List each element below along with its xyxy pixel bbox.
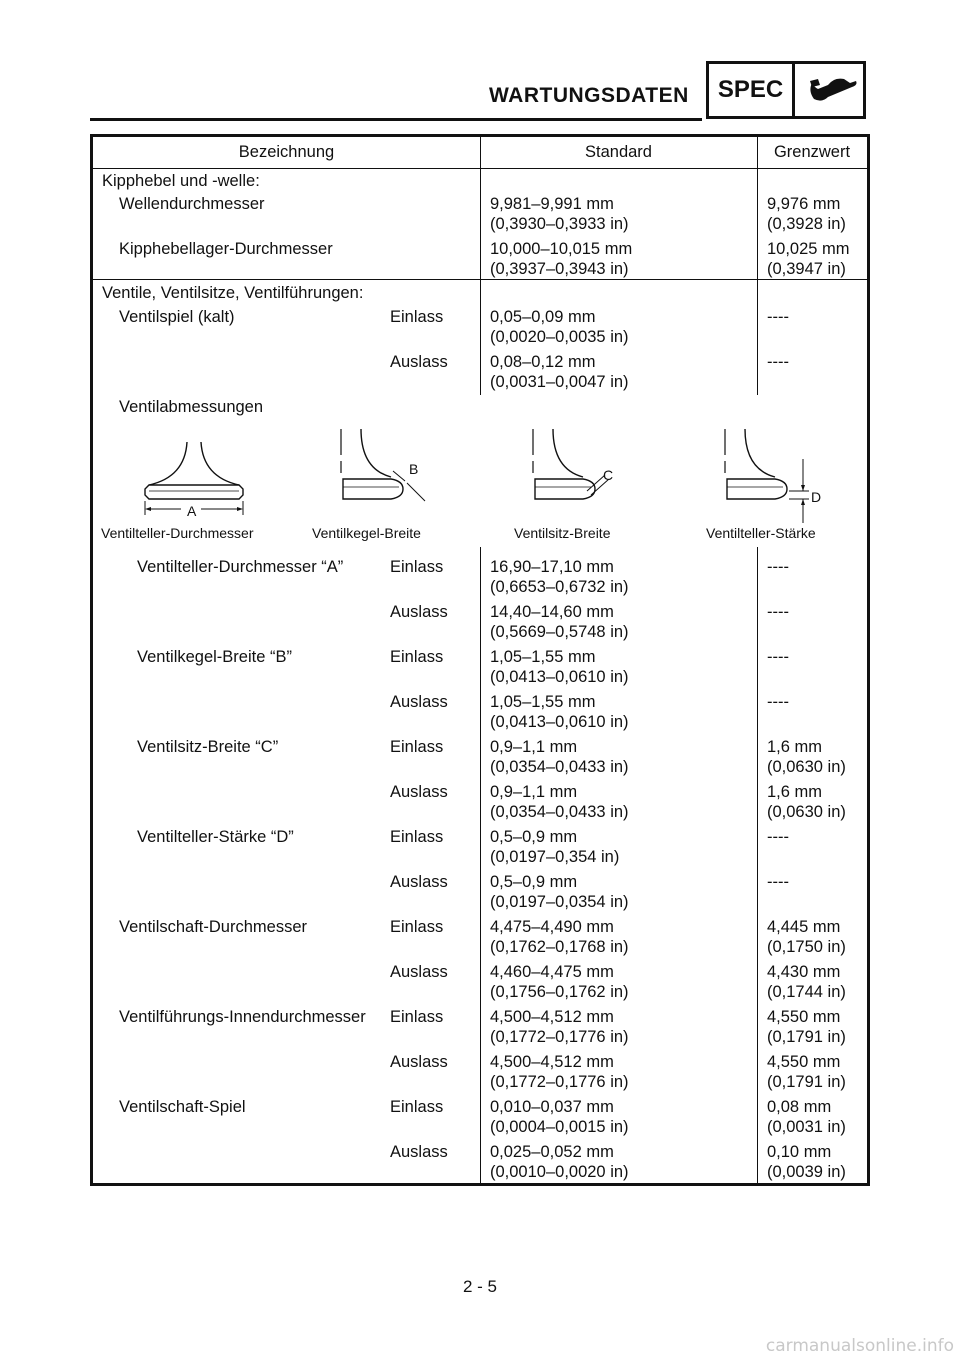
row-std1: 4,460–4,475 mm xyxy=(490,963,614,981)
row-side: Einlass xyxy=(390,1008,444,1026)
figure-caption: Ventilteller-Stärke xyxy=(706,525,816,541)
row-std2: (0,1762–0,1768 in) xyxy=(490,938,629,956)
row-lim2: (0,1744 in) xyxy=(767,983,846,1001)
row-lim1: ---- xyxy=(767,308,789,326)
row-std2: (0,0031–0,0047 in) xyxy=(490,373,629,391)
row-name: Ventilsitz-Breite “C” xyxy=(137,738,279,756)
row-lim1: 1,6 mm xyxy=(767,783,823,801)
row-std2: (0,3930–0,3933 in) xyxy=(490,215,629,233)
row-name: Ventilteller-Stärke “D” xyxy=(137,828,294,846)
figure-label-b: B xyxy=(409,461,419,477)
row-side: Auslass xyxy=(390,1143,448,1161)
row-std1: 0,08–0,12 mm xyxy=(490,353,596,371)
row-lim2: (0,1791 in) xyxy=(767,1028,846,1046)
dims-title: Ventilabmessungen xyxy=(119,398,264,416)
row-lim2: (0,0630 in) xyxy=(767,758,846,776)
row-side: Einlass xyxy=(390,558,444,576)
row-std2: (0,0197–0,0354 in) xyxy=(490,893,629,911)
col-header-standard: Standard xyxy=(585,143,652,161)
row-side: Einlass xyxy=(390,828,444,846)
row-std1: 14,40–14,60 mm xyxy=(490,603,614,621)
row-side: Auslass xyxy=(390,693,448,711)
row-name: Wellendurchmesser xyxy=(119,195,265,213)
figure-label-a: A xyxy=(187,503,197,519)
figure-label-d: D xyxy=(811,489,822,505)
row-name: Ventilführungs-Innendurchmesser xyxy=(119,1008,366,1026)
row-std1: 10,000–10,015 mm xyxy=(490,240,633,258)
col-header-grenzwert: Grenzwert xyxy=(773,143,851,161)
valve-seat-width-diagram xyxy=(525,425,635,515)
col-divider-1b xyxy=(480,547,481,1186)
spec-label: SPEC xyxy=(709,64,795,116)
row-std1: 4,500–4,512 mm xyxy=(490,1053,614,1071)
row-side: Einlass xyxy=(390,1098,444,1116)
col-divider-1 xyxy=(480,137,481,395)
row-name: Ventilkegel-Breite “B” xyxy=(137,648,292,666)
row-lim1: ---- xyxy=(767,828,789,846)
valve-face-width-diagram xyxy=(333,425,443,515)
row-lim1: 10,025 mm xyxy=(767,240,850,258)
spec-badge xyxy=(706,61,866,119)
row-std2: (0,0197–0,354 in) xyxy=(490,848,620,866)
row-side: Einlass xyxy=(390,308,444,326)
row-side: Auslass xyxy=(390,603,448,621)
row-side: Einlass xyxy=(390,738,444,756)
row-std2: (0,1772–0,1776 in) xyxy=(490,1028,629,1046)
row-name: Kipphebellager-Durchmesser xyxy=(119,240,333,258)
row-std1: 4,500–4,512 mm xyxy=(490,1008,614,1026)
row-lim1: 9,976 mm xyxy=(767,195,841,213)
page-number: 2 - 5 xyxy=(462,1277,498,1296)
row-std1: 0,05–0,09 mm xyxy=(490,308,596,326)
watermark: carmanualsonline.info xyxy=(765,1336,954,1356)
row-side: Auslass xyxy=(390,963,448,981)
row-lim1: 0,10 mm xyxy=(767,1143,832,1161)
row-lim1: ---- xyxy=(767,353,789,371)
row-lim1: 4,445 mm xyxy=(767,918,841,936)
row-std1: 0,025–0,052 mm xyxy=(490,1143,614,1161)
figure-caption: Ventilsitz-Breite xyxy=(514,525,611,541)
row-std1: 16,90–17,10 mm xyxy=(490,558,614,576)
row-side: Auslass xyxy=(390,873,448,891)
row-lim1: ---- xyxy=(767,873,789,891)
row-lim1: ---- xyxy=(767,693,789,711)
row-lim2: (0,1750 in) xyxy=(767,938,846,956)
row-std2: (0,0413–0,0610 in) xyxy=(490,668,629,686)
row-std2: (0,6653–0,6732 in) xyxy=(490,578,629,596)
row-std1: 1,05–1,55 mm xyxy=(490,693,596,711)
row-lim2: (0,0630 in) xyxy=(767,803,846,821)
section-title-valves: Ventile, Ventilsitze, Ventilführungen: xyxy=(102,284,364,302)
spec-table xyxy=(90,134,870,1186)
row-std1: 0,5–0,9 mm xyxy=(490,873,578,891)
row-std1: 0,9–1,1 mm xyxy=(490,738,578,756)
row-std1: 4,475–4,490 mm xyxy=(490,918,614,936)
row-std1: 0,010–0,037 mm xyxy=(490,1098,614,1116)
row-std1: 1,05–1,55 mm xyxy=(490,648,596,666)
row-name: Ventilspiel (kalt) xyxy=(119,308,235,326)
row-std2: (0,1772–0,1776 in) xyxy=(490,1073,629,1091)
page-title: WARTUNGSDATEN xyxy=(489,84,689,107)
figure-caption: Ventilteller-Durchmesser xyxy=(101,525,254,541)
row-std2: (0,0020–0,0035 in) xyxy=(490,328,629,346)
row-std2: (0,0354–0,0433 in) xyxy=(490,758,629,776)
row-lim2: (0,1791 in) xyxy=(767,1073,846,1091)
row-std2: (0,0010–0,0020 in) xyxy=(490,1163,629,1181)
row-std1: 0,5–0,9 mm xyxy=(490,828,578,846)
row-std2: (0,5669–0,5748 in) xyxy=(490,623,629,641)
section-title-rocker: Kipphebel und -welle: xyxy=(102,172,260,190)
figure-caption: Ventilkegel-Breite xyxy=(312,525,421,541)
row-name: Ventilteller-Durchmesser “A” xyxy=(137,558,344,576)
col-divider-2 xyxy=(757,137,758,395)
col-divider-2b xyxy=(757,547,758,1186)
row-side: Einlass xyxy=(390,918,444,936)
row-side: Auslass xyxy=(390,1053,448,1071)
header-rule xyxy=(90,118,702,121)
row-lim1: ---- xyxy=(767,648,789,666)
row-name: Ventilschaft-Spiel xyxy=(119,1098,246,1116)
row-lim2: (0,3928 in) xyxy=(767,215,846,233)
row-std2: (0,0004–0,0015 in) xyxy=(490,1118,629,1136)
row-lim1: 4,550 mm xyxy=(767,1008,841,1026)
row-name: Ventilschaft-Durchmesser xyxy=(119,918,307,936)
row-side: Einlass xyxy=(390,648,444,666)
row-side: Auslass xyxy=(390,353,448,371)
row-lim1: 1,6 mm xyxy=(767,738,823,756)
row-side: Auslass xyxy=(390,783,448,801)
row-lim1: 4,430 mm xyxy=(767,963,841,981)
row-lim1: ---- xyxy=(767,603,789,621)
row-std1: 9,981–9,991 mm xyxy=(490,195,614,213)
valve-margin-thickness-diagram xyxy=(717,425,827,525)
row-lim1: 4,550 mm xyxy=(767,1053,841,1071)
row-std2: (0,1756–0,1762 in) xyxy=(490,983,629,1001)
col-header-bezeichnung: Bezeichnung xyxy=(238,143,335,161)
row-std2: (0,3937–0,3943 in) xyxy=(490,260,629,278)
row-std1: 0,9–1,1 mm xyxy=(490,783,578,801)
row-lim2: (0,3947 in) xyxy=(767,260,846,278)
row-std2: (0,0354–0,0433 in) xyxy=(490,803,629,821)
row-lim1: 0,08 mm xyxy=(767,1098,832,1116)
row-lim2: (0,0039 in) xyxy=(767,1163,846,1181)
header-divider xyxy=(93,168,867,169)
figure-label-c: C xyxy=(603,467,614,483)
section-divider xyxy=(93,279,867,280)
row-lim1: ---- xyxy=(767,558,789,576)
row-std2: (0,0413–0,0610 in) xyxy=(490,713,629,731)
row-lim2: (0,0031 in) xyxy=(767,1118,846,1136)
wrench-icon xyxy=(804,77,860,105)
